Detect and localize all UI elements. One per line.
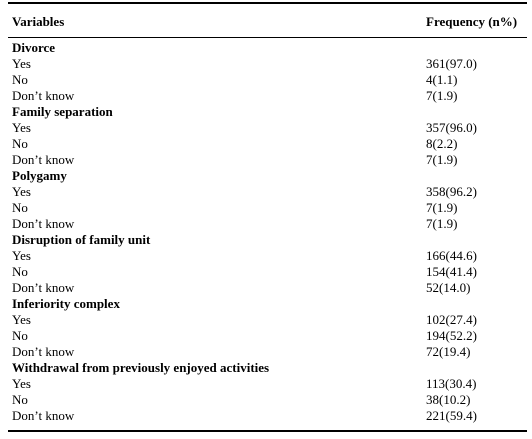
group-title: Withdrawal from previously enjoyed activities xyxy=(12,360,270,375)
table-row xyxy=(0,200,532,216)
table-row xyxy=(0,184,532,200)
table-row xyxy=(0,216,532,232)
row-value: 38(10.2) xyxy=(426,392,471,407)
row-value: 7(1.9) xyxy=(426,200,458,215)
row-label: No xyxy=(12,136,28,151)
row-value: 8(2.2) xyxy=(426,136,458,151)
row-label: Yes xyxy=(12,312,31,327)
table-row xyxy=(0,88,532,104)
row-value: 166(44.6) xyxy=(426,248,477,263)
table-row xyxy=(0,280,532,296)
table-row xyxy=(0,392,532,408)
row-value: 72(19.4) xyxy=(426,344,471,359)
table-row xyxy=(0,56,532,72)
row-value: 52(14.0) xyxy=(426,280,471,295)
group-title: Disruption of family unit xyxy=(12,232,151,247)
row-label: Don’t know xyxy=(12,88,75,103)
row-label: No xyxy=(12,264,28,279)
group-title: Family separation xyxy=(12,104,113,119)
group-title-row xyxy=(0,360,532,376)
table-row xyxy=(0,376,532,392)
row-value: 113(30.4) xyxy=(426,376,477,391)
table-row xyxy=(0,120,532,136)
row-label: Don’t know xyxy=(12,344,75,359)
row-value: 358(96.2) xyxy=(426,184,477,199)
row-label: Don’t know xyxy=(12,280,75,295)
table-row xyxy=(0,328,532,344)
row-value: 4(1.1) xyxy=(426,72,458,87)
table-header-rule xyxy=(8,37,527,38)
row-value: 154(41.4) xyxy=(426,264,477,279)
row-value: 7(1.9) xyxy=(426,88,458,103)
row-label: Don’t know xyxy=(12,408,75,423)
row-value: 194(52.2) xyxy=(426,328,477,343)
table-bottom-rule xyxy=(8,430,527,432)
table-row xyxy=(0,312,532,328)
table-row xyxy=(0,248,532,264)
group-title: Divorce xyxy=(12,40,56,55)
group-title: Inferiority complex xyxy=(12,296,120,311)
table-body xyxy=(0,40,532,424)
row-label: Yes xyxy=(12,184,31,199)
row-label: Yes xyxy=(12,56,31,71)
row-label: No xyxy=(12,392,28,407)
table-row xyxy=(0,136,532,152)
group-title-row xyxy=(0,104,532,120)
row-label: No xyxy=(12,200,28,215)
row-label: Don’t know xyxy=(12,152,75,167)
row-value: 357(96.0) xyxy=(426,120,477,135)
row-value: 221(59.4) xyxy=(426,408,477,423)
row-value: 7(1.9) xyxy=(426,216,458,231)
table-row xyxy=(0,344,532,360)
frequency-column-header: Frequency (n%) xyxy=(426,14,518,29)
row-label: Yes xyxy=(12,376,31,391)
group-title-row xyxy=(0,40,532,56)
table-row xyxy=(0,264,532,280)
row-label: Yes xyxy=(12,120,31,135)
table-row xyxy=(0,152,532,168)
variables-column-header: Variables xyxy=(12,14,65,29)
table-header-row xyxy=(0,14,532,34)
row-label: No xyxy=(12,72,28,87)
table-row xyxy=(0,408,532,424)
row-label: Yes xyxy=(12,248,31,263)
group-title-row xyxy=(0,296,532,312)
row-label: Don’t know xyxy=(12,216,75,231)
table-row xyxy=(0,72,532,88)
row-value: 361(97.0) xyxy=(426,56,477,71)
row-label: No xyxy=(12,328,28,343)
row-value: 7(1.9) xyxy=(426,152,458,167)
group-title-row xyxy=(0,232,532,248)
row-value: 102(27.4) xyxy=(426,312,477,327)
table-top-rule xyxy=(8,2,527,4)
group-title: Polygamy xyxy=(12,168,67,183)
group-title-row xyxy=(0,168,532,184)
